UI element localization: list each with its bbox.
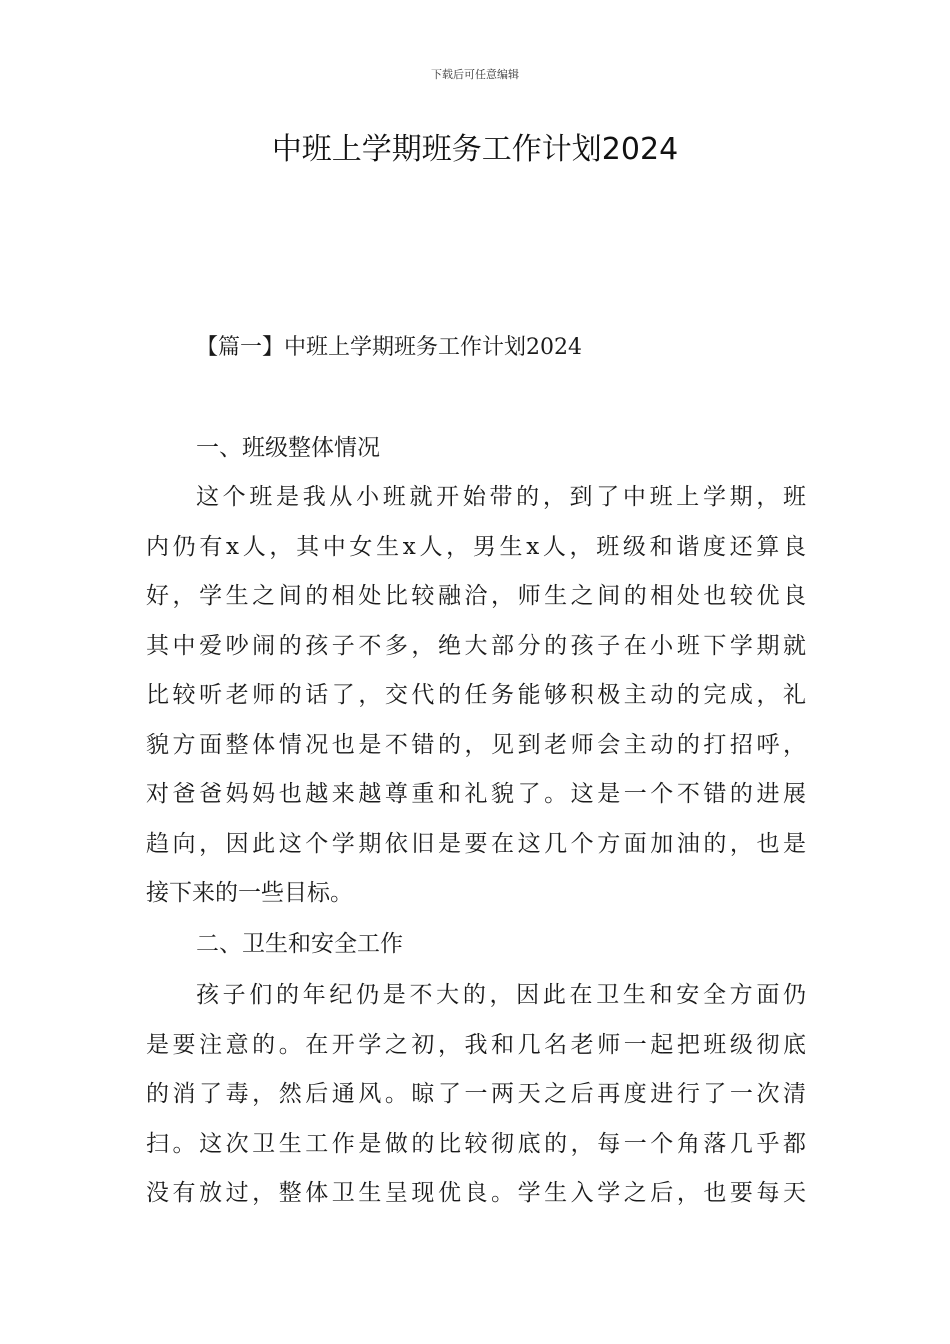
text-line: 其中爱吵闹的孩子不多，绝大部分的孩子在小班下学期就 (146, 632, 806, 659)
text-line: 扫。这次卫生工作是做的比较彻底的，每一个角落几乎都 (146, 1130, 806, 1157)
text-line: 内仍有x人，其中女生x人，男生x人，班级和谐度还算良 (146, 533, 806, 560)
text-line: 孩子们的年纪仍是不大的，因此在卫生和安全方面仍 (196, 982, 806, 1008)
paragraph (146, 480, 806, 926)
document-title: 中班上学期班务工作计划2024 (271, 132, 679, 167)
text-line: 这个班是我从小班就开始带的，到了中班上学期，班 (196, 484, 806, 510)
text-line: 对爸爸妈妈也越来越尊重和礼貌了。这是一个不错的进展 (146, 781, 806, 807)
section-heading: 二、卫生和安全工作 (196, 931, 403, 957)
text-line: 是要注意的。在开学之初，我和几名老师一起把班级彻底 (146, 1031, 806, 1058)
text-line: 接下来的一些目标。 (146, 880, 353, 906)
part-title: 【篇一】中班上学期班务工作计划2024 (196, 335, 582, 360)
text-line: 趋向，因此这个学期依旧是要在这几个方面加油的，也是 (146, 830, 806, 857)
header-note: 下载后可任意编辑 (431, 68, 519, 81)
section-heading: 一、班级整体情况 (196, 435, 380, 461)
paragraph (146, 978, 806, 1226)
text-line: 貌方面整体情况也是不错的，见到老师会主动的打招呼， (146, 731, 806, 758)
text-line: 没有放过，整体卫生呈现优良。学生入学之后，也要每天 (146, 1180, 806, 1206)
text-line: 比较听老师的话了，交代的任务能够积极主动的完成，礼 (146, 682, 806, 708)
text-line: 好，学生之间的相处比较融洽，师生之间的相处也较优良 (146, 583, 806, 609)
text-line: 的消了毒，然后通风。晾了一两天之后再度进行了一次清 (146, 1081, 806, 1107)
